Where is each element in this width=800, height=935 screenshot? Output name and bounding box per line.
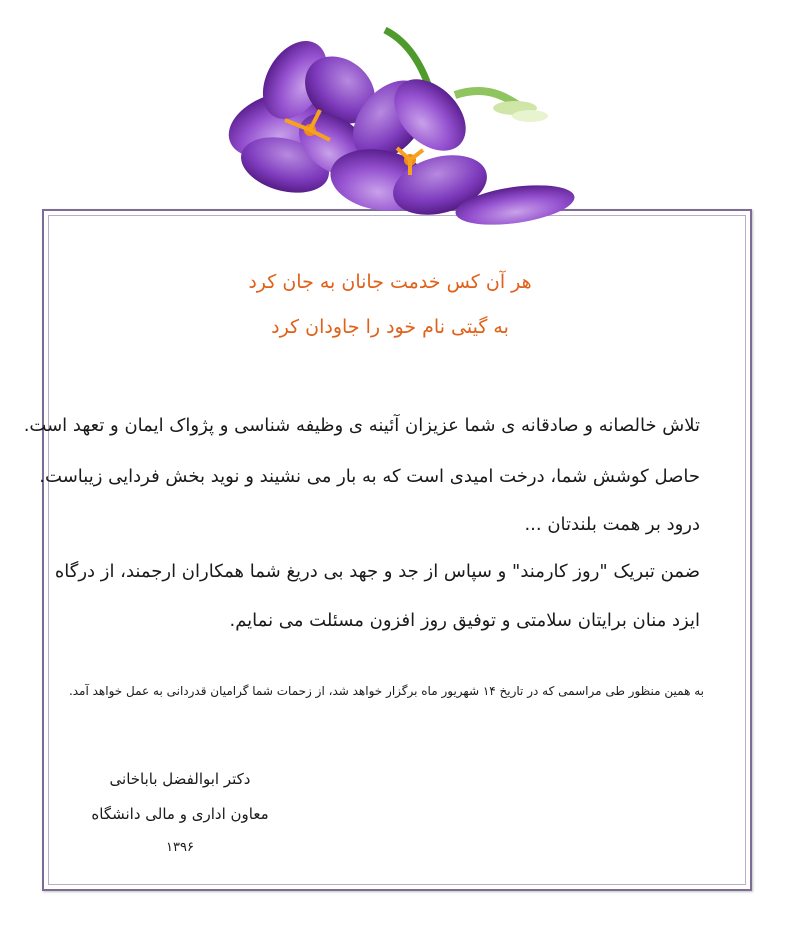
signature-name: دکتر ابوالفضل باباخانی: [109, 770, 251, 788]
ceremony-note: به همین منظور طی مراسمی که در تاریخ ۱۴ شهریور ماه برگزار خواهد شد، از زحمات شما گرامیان قدردانی به عمل خواهد آمد.: [68, 684, 704, 698]
crocus-flowers-image: [215, 0, 585, 232]
signature-year: ۱۳۹۶: [166, 840, 194, 855]
card-frame: [23, 209, 752, 891]
poem-line-2: به گیتی نام خود را جاودان کرد: [271, 316, 509, 338]
poem-line-1: هر آن کس خدمت جانان به جان کرد: [248, 271, 532, 293]
message-line-1: تلاش خالصانه و صادقانه ی شما عزیزان آئینه ی وظیفه شناسی و پژواک ایمان و تعهد است.: [23, 415, 700, 436]
signature-title: معاون اداری و مالی دانشگاه: [91, 805, 269, 823]
message-line-4: ضمن تبریک "روز کارمند" و سپاس از جد و جهد بی دریغ شما همکاران ارجمند، از درگاه: [54, 561, 700, 582]
message-line-2: حاصل کوشش شما، درخت امیدی است که به بار می نشیند و نوید بخش فردایی زیباست.: [39, 466, 700, 487]
message-line-3: درود بر همت بلندتان ...: [524, 514, 700, 535]
message-line-5: ایزد منان برایتان سلامتی و توفیق روز افزون مسئلت می نمایم.: [229, 610, 700, 631]
